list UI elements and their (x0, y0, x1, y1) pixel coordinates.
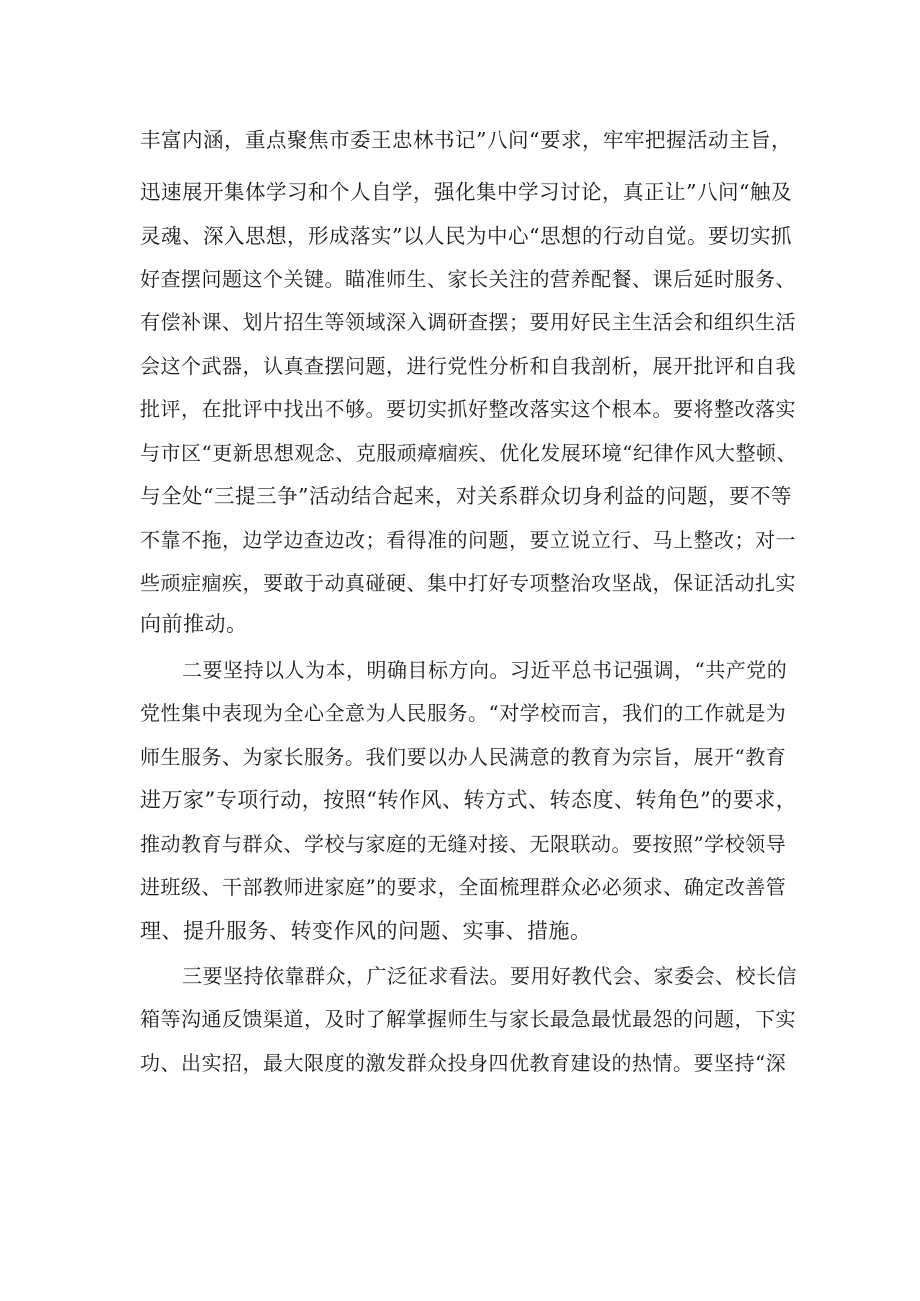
paragraph-1-line-2: 迅速展开集体学习和个人自学，强化集中学习讨论，真正让”八问“触及 (140, 180, 792, 204)
paragraph-1-line-7: 批评，在批评中找出不够。要切实抓好整改落实这个根本。要将整改落实 (140, 397, 796, 421)
paragraph-2-line-4: 进万家”专项行动，按照“转作风、转方式、转态度、转角色”的要求， (140, 788, 798, 812)
paragraph-1-line-6: 会这个武器，认真查摆问题，进行党性分析和自我剖析，展开批评和自我 (140, 354, 796, 378)
paragraph-2-line-5: 推动教育与群众、学校与家庭的无缝对接、无限联动。要按照”学校领导 (140, 832, 787, 856)
paragraph-2-line-3: 师生服务、为家长服务。我们要以办人民满意的教育为宗旨，展开“教育 (140, 745, 787, 769)
paragraph-1-line-5: 有偿补课、划片招生等领域深入调研查摆；要用好民主生活会和组织生活 (140, 310, 796, 334)
paragraph-3-line-1: 三要坚持依靠群众，广泛征求看法。要用好教代会、家委会、校长信 (182, 964, 797, 988)
paragraph-3-line-3: 功、出实招，最大限度的激发群众投身四优教育建设的热情。要坚持“深 (140, 1051, 787, 1075)
paragraph-3-line-2: 箱等沟通反馈渠道，及时了解掌握师生与家长最急最忧最怨的问题，下实 (140, 1007, 796, 1031)
paragraph-1-line-1: 丰富内涵，重点聚焦市委王忠林书记”八问“要求，牢牢把握活动主旨， (140, 128, 792, 152)
paragraph-2-line-7: 理、提升服务、转变作风的问题、实事、措施。 (140, 919, 592, 943)
paragraph-2-line-2: 党性集中表现为全心全意为人民服务。“对学校而言，我们的工作就是为 (140, 701, 787, 725)
paragraph-1-line-9: 与全处“三提三争”活动结合起来，对关系群众切身利益的问题，要不等 (140, 484, 792, 508)
paragraph-2-line-6: 进班级、干部教师进家庭”的要求，全面梳理群众必必须求、确定改善管 (140, 875, 787, 899)
paragraph-1-line-4: 好查摆问题这个关键。瞄准师生、家长关注的营养配餐、课后延时服务、 (140, 267, 796, 291)
paragraph-2-line-1: 二要坚持以人为本，明确目标方向。习近平总书记强调，“共产党的 (182, 658, 788, 682)
paragraph-1-line-10: 不靠不拖，边学边查边改；看得准的问题，要立说立行、马上整改；对一 (140, 528, 796, 552)
paragraph-1-line-11: 些顽症痼疾，要敢于动真碰硬、集中打好专项整治攻坚战，保证活动扎实 (140, 571, 796, 595)
paragraph-1-line-8: 与市区“更新思想观念、克服顽瘴痼疾、优化发展环境“纪律作风大整顿、 (140, 441, 797, 465)
paragraph-1-line-12: 向前推动。 (140, 612, 248, 636)
paragraph-1-line-3: 灵魂、深入思想，形成落实”以人民为中心“思想的行动自觉。要切实抓 (140, 224, 792, 248)
